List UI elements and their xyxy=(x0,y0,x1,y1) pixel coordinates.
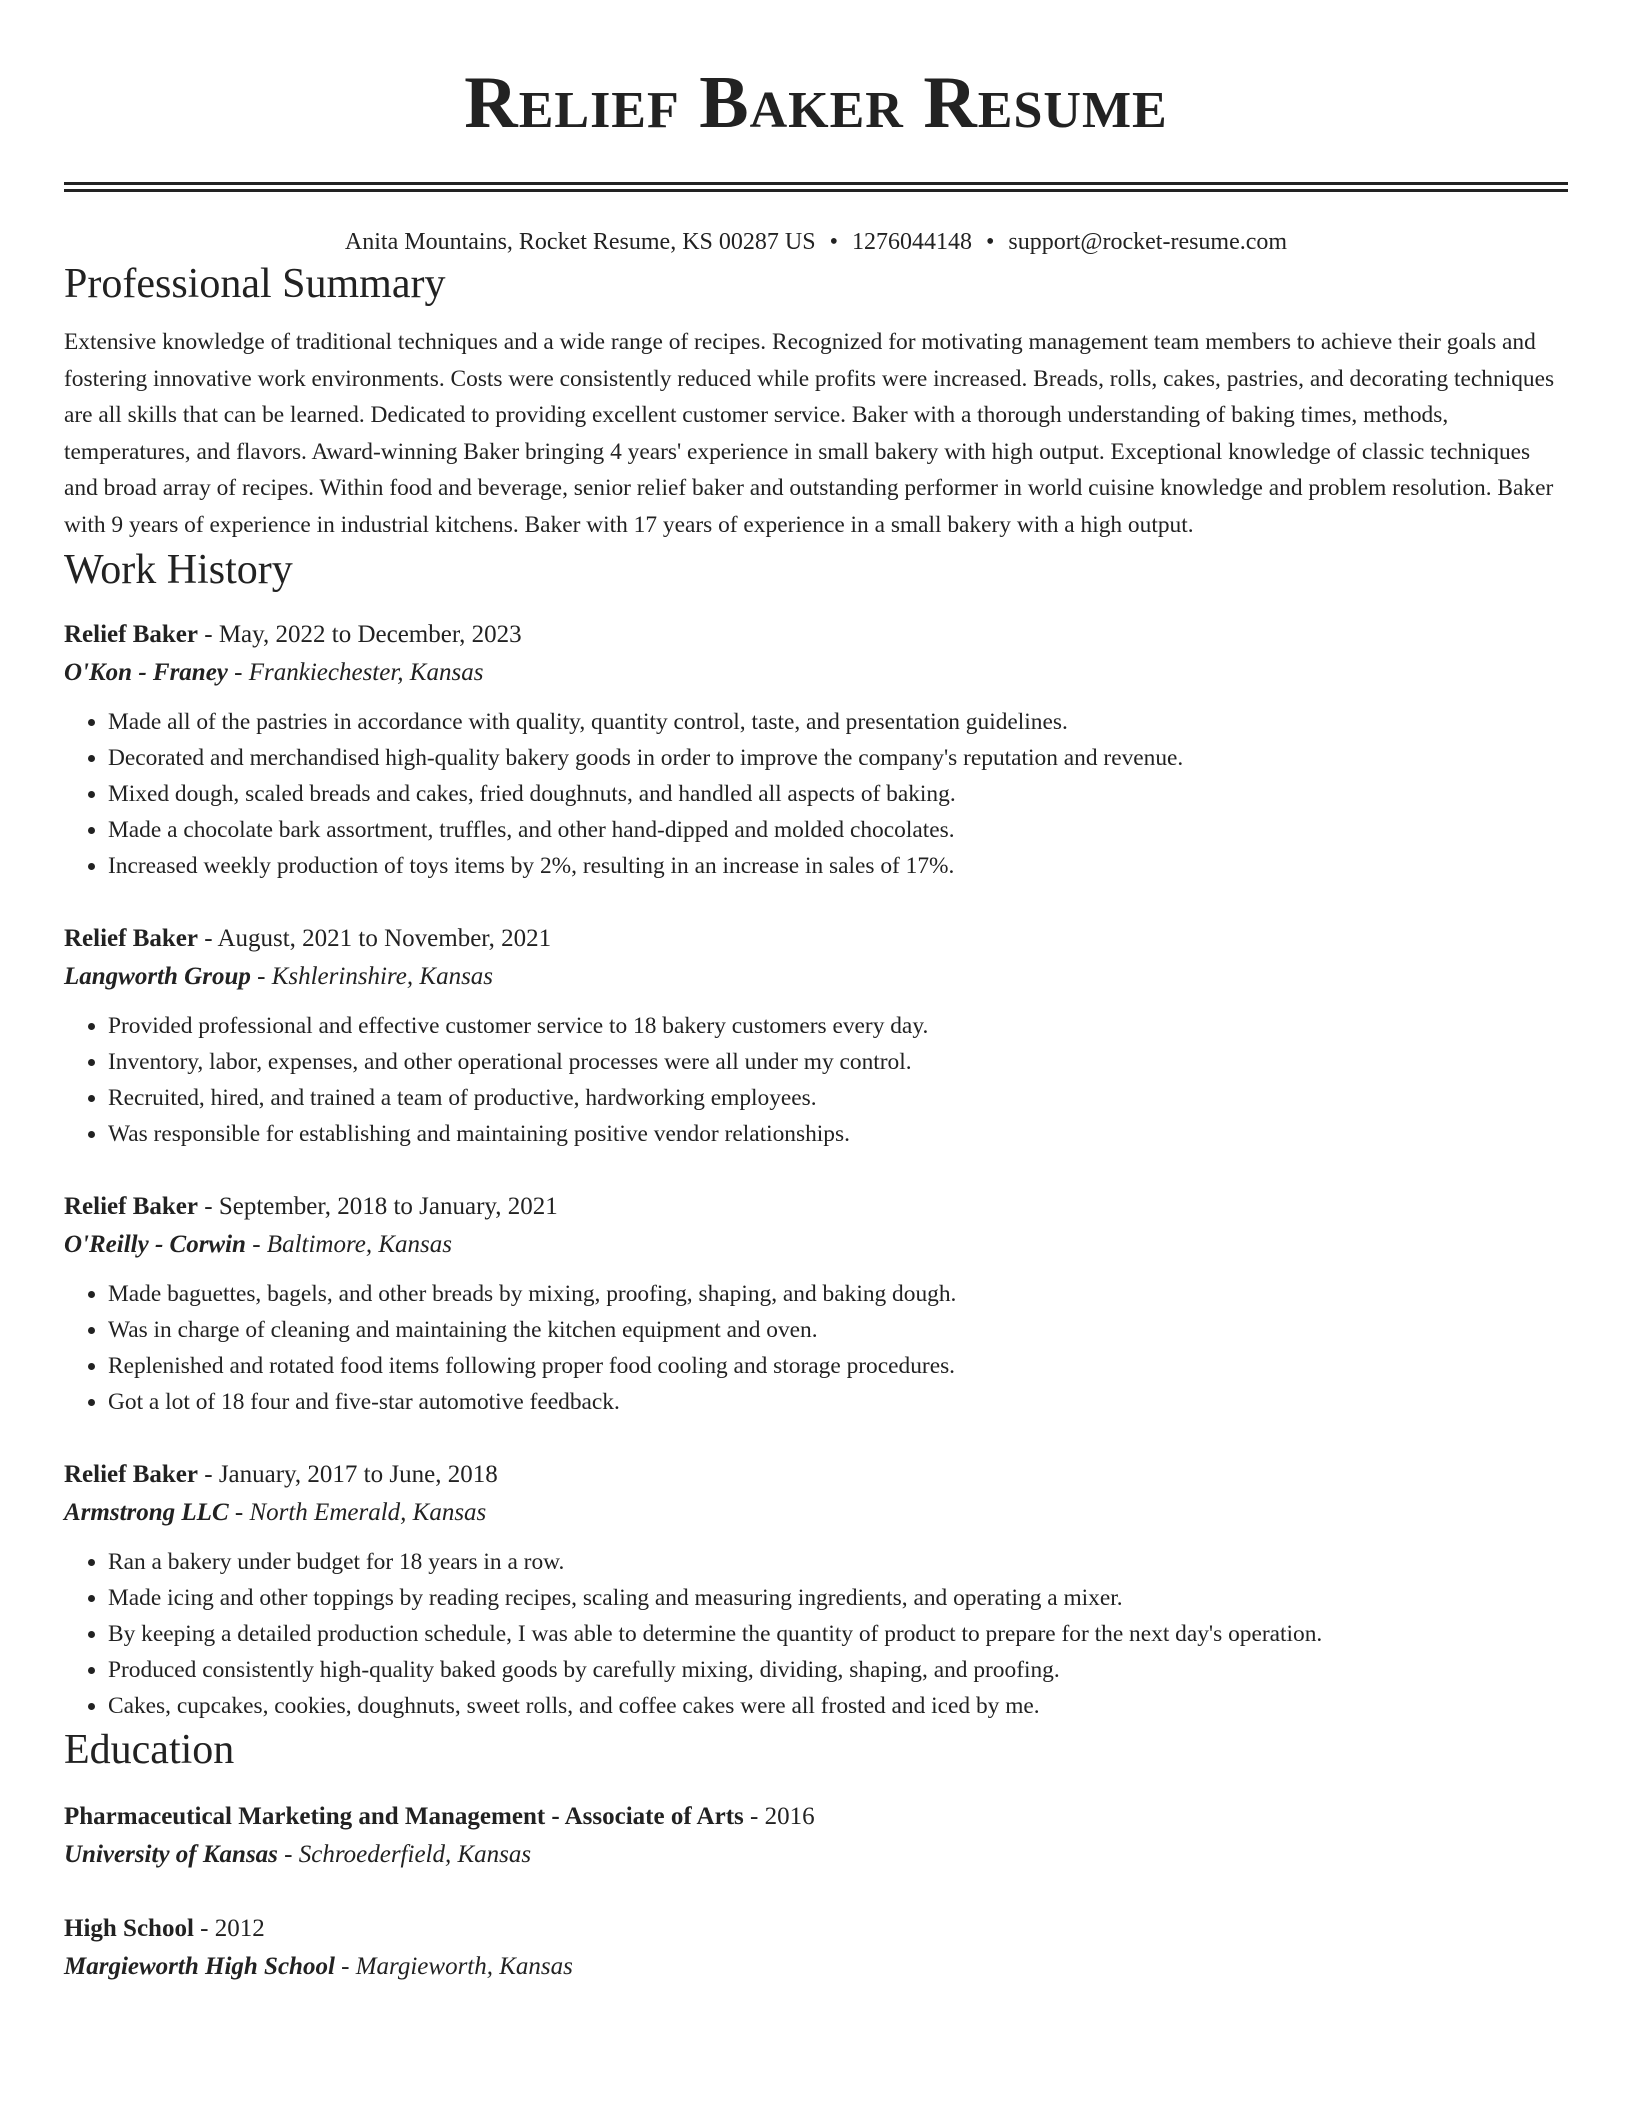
job-location: North Emerald, Kansas xyxy=(249,1498,487,1526)
education-school: Margieworth High School xyxy=(64,1952,335,1980)
title-double-rule xyxy=(64,182,1568,192)
education-degree-line: High School - 2012 xyxy=(64,1914,265,1942)
job-title-line: Relief Baker - August, 2021 to November, 2021 xyxy=(64,924,552,952)
job-company-line: O'Kon - Franey - Frankiechester, Kansas xyxy=(64,658,484,686)
resume-title: Relief Baker Resume xyxy=(464,62,1168,144)
job-bullet: • Inventory, labor, expenses, and other operational processes were all under my control. xyxy=(108,1044,1568,1080)
job-entry xyxy=(64,616,1568,884)
job-bullet: • Increased weekly production of toys items by 2%, resulting in an increase in sales of 17%. xyxy=(108,848,1568,884)
job-company: Armstrong LLC xyxy=(64,1498,229,1526)
education-school-line: University of Kansas - Schroederfield, Kansas xyxy=(64,1840,532,1868)
contact-separator: • xyxy=(829,229,838,255)
contact-line xyxy=(64,226,1568,258)
contact-email[interactable]: support@rocket-resume.com xyxy=(1008,229,1288,255)
education-location: Margieworth, Kansas xyxy=(355,1952,573,1980)
job-bullet: • Was in charge of cleaning and maintaining the kitchen equipment and oven. xyxy=(108,1312,1568,1348)
job-bullet: • Provided professional and effective customer service to 18 bakery customers every day. xyxy=(108,1008,1568,1044)
contact-phone: 1276044148 xyxy=(851,229,972,255)
job-dates: May, 2022 to December, 2023 xyxy=(218,620,522,648)
job-company: Langworth Group xyxy=(64,962,251,990)
job-company: O'Kon - Franey xyxy=(64,658,228,686)
education-heading: Education xyxy=(64,1726,235,1773)
job-entry xyxy=(64,1456,1568,1724)
job-bullet: • Replenished and rotated food items following proper food cooling and storage procedures. xyxy=(108,1348,1568,1384)
summary-heading: Professional Summary xyxy=(64,261,446,307)
job-title: Relief Baker xyxy=(64,1192,198,1220)
job-entry xyxy=(64,920,1568,1152)
job-company-line: O'Reilly - Corwin - Baltimore, Kansas xyxy=(64,1230,452,1258)
education-year: 2016 xyxy=(764,1802,815,1830)
job-company: O'Reilly - Corwin xyxy=(64,1230,246,1258)
education-location: Schroederfield, Kansas xyxy=(298,1840,532,1868)
job-title: Relief Baker xyxy=(64,924,198,952)
education-school: University of Kansas xyxy=(64,1840,278,1868)
job-bullet: • Made a chocolate bark assortment, truffles, and other hand-dipped and molded chocolates. xyxy=(108,812,1568,848)
job-title-line: Relief Baker - May, 2022 to December, 2023 xyxy=(64,620,522,648)
job-location: Baltimore, Kansas xyxy=(266,1230,452,1258)
education-list xyxy=(64,1798,1568,1986)
job-title-line: Relief Baker - January, 2017 to June, 2018 xyxy=(64,1460,498,1488)
job-bullet: • By keeping a detailed production schedule, I was able to determine the quantity of product to prepare for the next day's operation. xyxy=(108,1616,1568,1652)
job-bullet: • Produced consistently high-quality baked goods by carefully mixing, dividing, shaping, and proofing. xyxy=(108,1652,1568,1688)
job-location: Frankiechester, Kansas xyxy=(248,658,484,686)
job-title-line: Relief Baker - September, 2018 to January, 2021 xyxy=(64,1192,558,1220)
education-degree: Pharmaceutical Marketing and Management - Associate of Arts xyxy=(64,1802,744,1830)
job-bullet: • Got a lot of 18 four and five-star automotive feedback. xyxy=(108,1384,1568,1420)
contact-separator: • xyxy=(985,229,995,255)
job-bullet-list xyxy=(64,1008,1568,1152)
job-bullet: • Mixed dough, scaled breads and cakes, fried doughnuts, and handled all aspects of baking. xyxy=(108,776,1568,812)
job-location: Kshlerinshire, Kansas xyxy=(271,962,494,990)
job-bullet-list xyxy=(64,1276,1568,1420)
job-entry xyxy=(64,1188,1568,1420)
education-degree: High School xyxy=(64,1914,194,1942)
job-dates: August, 2021 to November, 2021 xyxy=(217,924,552,952)
resume-page xyxy=(64,0,1568,1986)
job-bullet-list xyxy=(64,1544,1568,1724)
work-history-list xyxy=(64,616,1568,1724)
education-year: 2012 xyxy=(214,1914,265,1942)
work-history-heading: Work History xyxy=(64,546,293,593)
job-bullet: • Ran a bakery under budget for 18 years in a row. xyxy=(108,1544,1568,1580)
job-bullet: • Cakes, cupcakes, cookies, doughnuts, sweet rolls, and coffee cakes were all frosted and iced by me. xyxy=(108,1688,1568,1724)
job-bullet: • Decorated and merchandised high-quality bakery goods in order to improve the company's reputation and revenue. xyxy=(108,740,1568,776)
education-degree-line: Pharmaceutical Marketing and Management - Associate of Arts - 2016 xyxy=(64,1802,815,1830)
job-dates: January, 2017 to June, 2018 xyxy=(218,1460,498,1488)
education-entry xyxy=(64,1798,1568,1874)
job-title: Relief Baker xyxy=(64,1460,198,1488)
education-entry xyxy=(64,1910,1568,1986)
job-dates: September, 2018 to January, 2021 xyxy=(218,1192,558,1220)
job-bullet-list xyxy=(64,704,1568,884)
job-company-line: Armstrong LLC - North Emerald, Kansas xyxy=(64,1498,487,1526)
job-bullet: • Recruited, hired, and trained a team of productive, hardworking employees. xyxy=(108,1080,1568,1116)
education-school-line: Margieworth High School - Margieworth, Kansas xyxy=(64,1952,573,1980)
summary-text: Extensive knowledge of traditional techniques and a wide range of recipes. Recognized for motivating management team members to achieve their goals and fostering innovative work environments. Costs were consistently reduced while profits were increased. Breads, rolls, cakes, pastries, and decorating techniques are all skills that can be learned. Dedicated to providing excellent customer service. Baker with a thorough understanding of baking times, methods, temperatures, and flavors. Award-winning Baker bringing 4 years' experience in small bakery with high output. Exceptional knowledge of classic techniques and broad array of recipes. Within food and beverage, senior relief baker and outstanding performer in world cuisine knowledge and problem resolution. Baker with 9 years of experience in industrial kitchens. Baker with 17 years of experience in a small bakery with a high output. xyxy=(64,329,1555,538)
job-bullet: • Made baguettes, bagels, and other breads by mixing, proofing, shaping, and baking dough. xyxy=(108,1276,1568,1312)
job-bullet: • Was responsible for establishing and maintaining positive vendor relationships. xyxy=(108,1116,1568,1152)
job-title: Relief Baker xyxy=(64,620,198,648)
job-bullet: • Made all of the pastries in accordance with quality, quantity control, taste, and presentation guidelines. xyxy=(108,704,1568,740)
job-company-line: Langworth Group - Kshlerinshire, Kansas xyxy=(64,962,494,990)
job-bullet: • Made icing and other toppings by reading recipes, scaling and measuring ingredients, and operating a mixer. xyxy=(108,1580,1568,1616)
contact-address: Anita Mountains, Rocket Resume, KS 00287 US xyxy=(344,229,816,255)
